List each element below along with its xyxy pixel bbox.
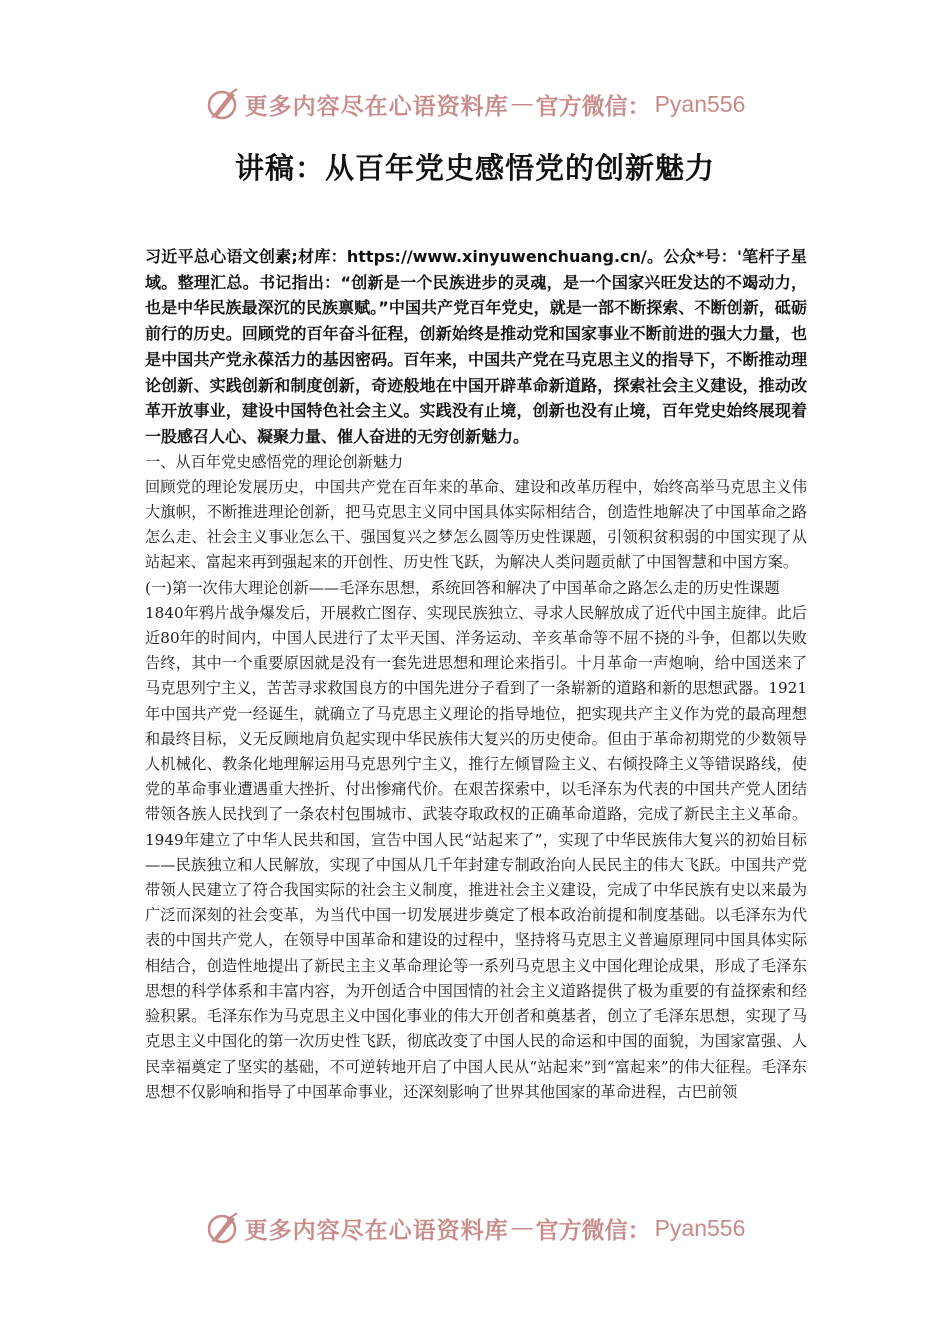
watermark-wechat-label: 官方微信： bbox=[535, 92, 651, 120]
document-body bbox=[145, 244, 807, 1105]
paragraph: 1840年鸦片战争爆发后，开展救亡图存、实现民族独立、寻求人民解放成了近代中国主旋律。此后近80年的时间内，中国人民进行了太平天国、洋务运动、辛亥革命等不屈不挠的斗争，但都以失败告终，其中一个重要原因就是没有一套先进思想和理论来指引。十月革命一声炮响，给中国送来了马克思列宁主义，苦苦寻求救国良方的中国先进分子看到了一条崭新的道路和新的思想武器。1921年中国共产党一经诞生，就确立了马克思主义理论的指导地位，把实现共产主义作为党的最高理想和最终目标，义无反顾地肩负起实现中华民族伟大复兴的历史使命。但由于革命初期党的少数领导人机械化、教条化地理解运用马克思列宁主义，推行左倾冒险主义、右倾投降主义等错误路线，使党的革命事业遭遇重大挫折、付出惨痛代价。在艰苦探索中，以毛泽东为代表的中国共产党人团结带领各族人民找到了一条农村包围城市、武装夺取政权的正确革命道路，完成了新民主主义革命。1949年建立了中华人民共和国，宣告中国人民“站起来了”，实现了中华民族伟大复兴的初始目标——民族独立和人民解放，实现了中国从几千年封建专制政治向人民民主的伟大飞跃。中国共产党带领人民建立了符合我国实际的社会主义制度，推进社会主义建设，完成了中华民族有史以来最为广泛而深刻的社会变革，为当代中国一切发展进步奠定了根本政治前提和制度基础。以毛泽东为代表的中国共产党人，在领导中国革命和建设的过程中，坚持将马克思主义普遍原理同中国具体实际相结合，创造性地提出了新民主主义革命理论等一系列马克思主义中国化理论成果，形成了毛泽东思想的科学体系和丰富内容，为开创适合中国国情的社会主义道路提供了极为重要的有益探索和经验积累。毛泽东作为马克思主义中国化事业的伟大开创者和奠基者，创立了毛泽东思想，实现了马克思主义中国化的第一次历史性飞跃，彻底改变了中国人民的命运和中国的面貌，为国家富强、人民幸福奠定了坚实的基础，不可逆转地开启了中国人民从“站起来”到“富起来”的伟大征程。毛泽东思想不仅影响和指导了中国革命事业，还深刻影响了世界其他国家的革命进程，古巴前领 bbox=[145, 603, 807, 1101]
footer-watermark bbox=[0, 1208, 950, 1248]
header-watermark bbox=[0, 84, 950, 124]
quill-logo-icon bbox=[205, 1210, 241, 1246]
document-title: 讲稿：从百年党史感悟党的创新魅力 bbox=[234, 151, 715, 185]
watermark-text: 更多内容尽在心语资料库 bbox=[244, 92, 509, 120]
quill-logo-icon bbox=[205, 86, 241, 122]
watermark-wechat-id: Pyan556 bbox=[654, 1214, 746, 1241]
watermark-text: 更多内容尽在心语资料库 bbox=[244, 1216, 509, 1244]
paragraph: 回顾党的理论发展历史，中国共产党在百年来的革命、建设和改革历程中，始终高举马克思主义伟大旗帜，不断推进理论创新，把马克思主义同中国具体实际相结合，创造性地解决了中国革命之路怎么走、社会主义事业怎么干、强国复兴之梦怎么圆等历史性课题，引领积贫积弱的中国实现了从站起来、富起来再到强起来的开创性、历史性飞跃，为解决人类问题贡献了中国智慧和中国方案。 bbox=[145, 477, 807, 572]
watermark-wechat-label: 官方微信： bbox=[535, 1216, 651, 1244]
watermark-separator: — bbox=[510, 1215, 534, 1241]
intro-paragraph: 习近平总心语文创素;材库：https://www.xinyuwenchuang.cn/。公众*号：'笔杆子星域。整理汇总。书记指出：“创新是一个民族进步的灵魂，是一个国家兴旺发达的不竭动力，也是中华民族最深沉的民族禀赋。”中国共产党百年党史，就是一部不断探索、不断创新，砥砺前行的历史。回顾党的百年奋斗征程，创新始终是推动党和国家事业不断前进的强大力量，也是中国共产党永葆活力的基因密码。百年来，中国共产党在马克思主义的指导下，不断推动理论创新、实践创新和制度创新，奇迹般地在中国开辟革命新道路，探索社会主义建设，推动改革开放事业，建设中国特色社会主义。实践没有止境，创新也没有止境，百年党史始终展现着一股感召人心、凝聚力量、催人奋进的无穷创新魅力。 bbox=[145, 247, 807, 446]
watermark-separator: — bbox=[510, 91, 534, 117]
watermark-wechat-id: Pyan556 bbox=[654, 90, 746, 117]
subsection-heading: (一)第一次伟大理论创新——毛泽东思想，系统回答和解决了中国革命之路怎么走的历史性课题 bbox=[145, 578, 780, 597]
section-heading: 一、从百年党史感悟党的理论创新魅力 bbox=[145, 452, 404, 471]
